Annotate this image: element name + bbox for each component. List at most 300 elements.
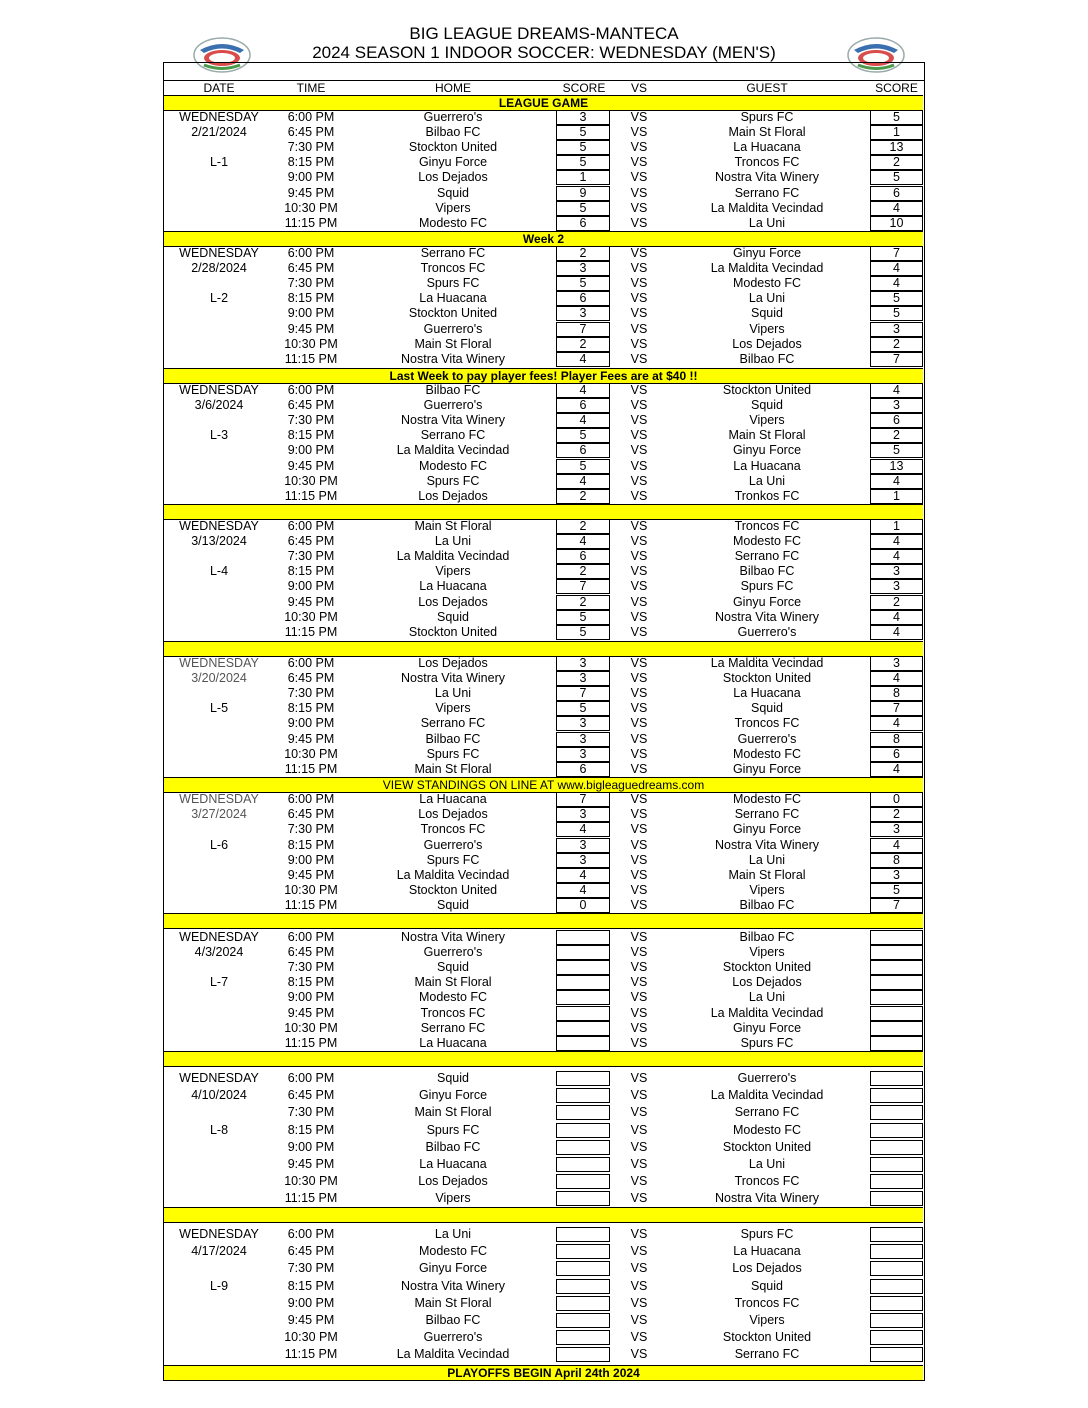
vs-label: VS (630, 609, 648, 624)
week-band: LEAGUE GAME (164, 95, 923, 111)
home-score: 5 (556, 125, 610, 140)
guest-team: La Uni (748, 291, 786, 306)
home-score: 5 (556, 610, 610, 625)
guest-team: Modesto FC (732, 746, 802, 761)
guest-score: 5 (870, 291, 923, 306)
home-team: Bilbao FC (425, 383, 481, 397)
game-time: 6:00 PM (287, 656, 335, 670)
game-time: 9:45 PM (287, 185, 335, 200)
guest-team: Spurs FC (740, 579, 794, 594)
home-score: 6 (556, 549, 610, 564)
vs-label: VS (630, 1313, 648, 1327)
playoffs-banner: PLAYOFFS BEGIN April 24th 2024 (164, 1365, 923, 1381)
guest-score: 3 (870, 322, 923, 337)
home-team: Squid (437, 609, 469, 624)
game-row (164, 413, 923, 428)
home-score: 2 (556, 595, 610, 610)
game-row (164, 1140, 923, 1155)
home-team: Modesto FC (418, 1244, 488, 1259)
game-time: 9:45 PM (287, 1005, 335, 1020)
guest-team: Ginyu Force (732, 822, 802, 837)
home-score: 4 (556, 383, 610, 398)
game-row (164, 1105, 923, 1120)
game-row (164, 1123, 923, 1138)
guest-score (870, 1006, 923, 1021)
guest-score: 4 (870, 762, 923, 777)
guest-score: 7 (870, 352, 923, 367)
vs-label: VS (630, 624, 648, 639)
vs-label: VS (630, 170, 648, 185)
vs-label: VS (630, 1330, 648, 1345)
game-row (164, 519, 923, 534)
vs-label: VS (630, 215, 648, 230)
game-time: 7:30 PM (287, 549, 335, 564)
guest-score (870, 1330, 923, 1345)
home-team: Guerrero's (423, 110, 483, 124)
home-score: 7 (556, 322, 610, 337)
vs-label: VS (630, 822, 648, 837)
guest-score: 5 (870, 306, 923, 321)
home-score (556, 1021, 610, 1036)
game-date-cell: 4/3/2024 (194, 945, 244, 960)
game-row (164, 534, 923, 549)
guest-score: 2 (870, 807, 923, 822)
home-score: 6 (556, 443, 610, 458)
home-team: Spurs FC (426, 276, 480, 291)
game-time: 8:15 PM (287, 291, 335, 306)
game-time: 6:00 PM (287, 1227, 335, 1241)
game-row (164, 1227, 923, 1242)
game-date-cell: WEDNESDAY (179, 519, 259, 533)
guest-score: 5 (870, 443, 923, 458)
game-date-cell: 4/17/2024 (191, 1244, 247, 1259)
home-score: 1 (556, 170, 610, 185)
home-score: 4 (556, 474, 610, 489)
game-time: 8:15 PM (287, 1278, 335, 1293)
guest-score: 2 (870, 337, 923, 352)
guest-team: Modesto FC (732, 276, 802, 291)
guest-team: Main St Floral (728, 868, 806, 882)
home-team: Bilbao FC (425, 125, 481, 140)
game-date-cell: WEDNESDAY (179, 656, 259, 670)
game-date-cell: L-1 (209, 155, 229, 170)
home-score (556, 1244, 610, 1259)
vs-label: VS (630, 837, 648, 852)
guest-team: Squid (751, 306, 783, 321)
guest-team: Serrano FC (734, 185, 800, 200)
game-time: 6:00 PM (287, 1071, 335, 1085)
game-time: 8:15 PM (287, 975, 335, 990)
home-score: 5 (556, 201, 610, 216)
guest-score: 10 (870, 216, 923, 231)
vs-label: VS (630, 125, 648, 140)
vs-label: VS (630, 594, 648, 609)
guest-team: Vipers (749, 883, 785, 898)
week-band (164, 504, 923, 520)
guest-team: Squid (751, 1278, 783, 1293)
blank-header-row (163, 63, 925, 81)
home-team: Spurs FC (426, 746, 480, 761)
game-row (164, 732, 923, 747)
guest-score (870, 1347, 923, 1362)
game-time: 9:00 PM (287, 306, 335, 321)
vs-label: VS (630, 398, 648, 413)
game-time: 8:15 PM (287, 701, 335, 716)
home-team: Serrano FC (420, 246, 486, 260)
game-row (164, 125, 923, 140)
guest-team: Serrano FC (734, 549, 800, 564)
game-row (164, 686, 923, 701)
vs-label: VS (630, 1122, 648, 1137)
vs-label: VS (630, 519, 648, 533)
home-team: Troncos FC (420, 822, 486, 837)
game-row (164, 595, 923, 610)
game-row (164, 930, 923, 945)
guest-team: Modesto FC (732, 1122, 802, 1137)
vs-label: VS (630, 564, 648, 579)
game-row (164, 110, 923, 125)
home-score: 2 (556, 246, 610, 261)
home-team: La Maldita Vecindad (396, 868, 510, 882)
game-row (164, 747, 923, 762)
home-score: 3 (556, 671, 610, 686)
guest-score: 8 (870, 853, 923, 868)
game-time: 10:30 PM (284, 1020, 338, 1035)
game-date-cell: L-2 (209, 291, 229, 306)
game-time: 6:45 PM (287, 261, 335, 276)
game-row (164, 1191, 923, 1206)
home-team: Modesto FC (418, 990, 488, 1005)
game-row (164, 489, 923, 504)
vs-label: VS (630, 443, 648, 458)
guest-score: 8 (870, 686, 923, 701)
guest-team: Guerrero's (737, 1071, 797, 1085)
vs-label: VS (630, 276, 648, 291)
home-score: 5 (556, 459, 610, 474)
game-row (164, 883, 923, 898)
guest-score (870, 1071, 923, 1086)
home-score: 4 (556, 352, 610, 367)
game-row (164, 398, 923, 413)
game-time: 11:15 PM (284, 898, 338, 913)
game-row (164, 261, 923, 276)
guest-team: Nostra Vita Winery (715, 837, 819, 852)
home-score: 4 (556, 868, 610, 883)
vs-label: VS (630, 413, 648, 428)
guest-team: La Huacana (733, 686, 801, 701)
guest-score (870, 1174, 923, 1189)
game-date-cell: WEDNESDAY (179, 110, 259, 124)
home-team: Stockton United (408, 306, 498, 321)
guest-score (870, 1313, 923, 1328)
game-row (164, 1006, 923, 1021)
guest-team: Nostra Vita Winery (715, 1191, 819, 1206)
game-date-cell: 2/21/2024 (191, 125, 247, 140)
guest-score: 1 (870, 519, 923, 534)
guest-score (870, 1296, 923, 1311)
game-row (164, 170, 923, 185)
guest-team: Los Dejados (732, 1261, 802, 1276)
guest-score: 4 (870, 474, 923, 489)
home-score (556, 990, 610, 1005)
home-score: 4 (556, 413, 610, 428)
guest-team: Stockton United (722, 1330, 812, 1345)
game-row (164, 1021, 923, 1036)
home-team: La Uni (434, 1227, 472, 1241)
guest-team: Serrano FC (734, 1347, 800, 1362)
guest-team: Ginyu Force (732, 761, 802, 776)
game-time: 9:45 PM (287, 594, 335, 609)
guest-score (870, 1261, 923, 1276)
guest-score: 3 (870, 398, 923, 413)
vs-label: VS (630, 549, 648, 564)
home-score (556, 1347, 610, 1362)
col-header-date: DATE (203, 81, 235, 95)
game-date-cell: L-7 (209, 975, 229, 990)
guest-score: 4 (870, 625, 923, 640)
guest-score: 4 (870, 261, 923, 276)
week-band (164, 1207, 923, 1223)
home-team: Los Dejados (418, 1174, 488, 1189)
home-score: 2 (556, 564, 610, 579)
guest-team: Serrano FC (734, 807, 800, 822)
game-time: 6:45 PM (287, 671, 335, 686)
guest-team: La Maldita Vecindad (710, 1005, 824, 1020)
vs-label: VS (630, 656, 648, 670)
game-time: 9:00 PM (287, 170, 335, 185)
game-row (164, 838, 923, 853)
game-row (164, 1088, 923, 1103)
vs-label: VS (630, 1191, 648, 1206)
home-team: Main St Floral (414, 975, 492, 990)
guest-team: Vipers (749, 321, 785, 336)
guest-score: 7 (870, 701, 923, 716)
game-time: 6:45 PM (287, 1088, 335, 1103)
guest-score: 3 (870, 868, 923, 883)
game-time: 9:00 PM (287, 852, 335, 867)
game-time: 6:45 PM (287, 398, 335, 413)
guest-score (870, 1105, 923, 1120)
game-time: 11:15 PM (284, 1347, 338, 1362)
vs-label: VS (630, 1278, 648, 1293)
guest-score: 3 (870, 656, 923, 671)
guest-score: 4 (870, 534, 923, 549)
game-time: 7:30 PM (287, 1261, 335, 1276)
guest-score (870, 1021, 923, 1036)
guest-team: Squid (751, 701, 783, 716)
home-team: Squid (437, 185, 469, 200)
home-score (556, 1191, 610, 1206)
guest-team: La Uni (748, 1157, 786, 1171)
game-time: 8:15 PM (287, 428, 335, 443)
game-date-cell: 2/28/2024 (191, 261, 247, 276)
home-score: 3 (556, 732, 610, 747)
guest-team: La Maldita Vecindad (710, 261, 824, 276)
vs-label: VS (630, 1139, 648, 1154)
home-team: Vipers (435, 564, 471, 579)
game-time: 9:00 PM (287, 443, 335, 458)
game-time: 7:30 PM (287, 960, 335, 975)
game-time: 6:45 PM (287, 1244, 335, 1259)
game-time: 6:00 PM (287, 246, 335, 260)
guest-score: 4 (870, 716, 923, 731)
home-score: 4 (556, 534, 610, 549)
game-date-cell: WEDNESDAY (179, 1227, 259, 1241)
guest-team: Guerrero's (737, 731, 797, 746)
home-score: 2 (556, 337, 610, 352)
guest-score (870, 930, 923, 945)
home-team: Ginyu Force (418, 155, 488, 170)
game-date-cell: 3/27/2024 (191, 807, 247, 822)
game-row (164, 625, 923, 640)
vs-label: VS (630, 1005, 648, 1020)
home-team: Nostra Vita Winery (401, 1278, 505, 1293)
guest-score (870, 945, 923, 960)
guest-score: 0 (870, 792, 923, 807)
vs-label: VS (630, 945, 648, 960)
guest-score: 5 (870, 170, 923, 185)
guest-score: 5 (870, 110, 923, 125)
game-date-cell: 3/6/2024 (194, 398, 244, 413)
vs-label: VS (630, 975, 648, 990)
home-score (556, 1006, 610, 1021)
game-time: 9:00 PM (287, 990, 335, 1005)
guest-team: Vipers (749, 413, 785, 428)
home-score: 6 (556, 398, 610, 413)
home-score (556, 1071, 610, 1086)
guest-team: Bilbao FC (739, 351, 795, 366)
home-score: 5 (556, 276, 610, 291)
vs-label: VS (630, 701, 648, 716)
vs-label: VS (630, 960, 648, 975)
guest-team: Tronkos FC (734, 488, 800, 503)
vs-label: VS (630, 140, 648, 155)
game-date-cell: WEDNESDAY (179, 1071, 259, 1085)
game-date-cell: L-5 (209, 701, 229, 716)
vs-label: VS (630, 807, 648, 822)
guest-score (870, 1227, 923, 1242)
week-band (164, 913, 923, 929)
game-time: 11:15 PM (284, 761, 338, 776)
game-row (164, 1279, 923, 1294)
home-team: La Huacana (419, 1035, 487, 1050)
guest-team: La Uni (748, 215, 786, 230)
guest-team: Bilbao FC (739, 564, 795, 579)
week-band: Week 2 (164, 231, 923, 247)
guest-score: 6 (870, 413, 923, 428)
guest-score (870, 975, 923, 990)
home-team: Vipers (435, 1191, 471, 1206)
home-team: Ginyu Force (418, 1261, 488, 1276)
game-row (164, 443, 923, 458)
home-team: Los Dejados (418, 656, 488, 670)
home-team: Squid (437, 1071, 469, 1085)
guest-score: 1 (870, 125, 923, 140)
home-team: Guerrero's (423, 945, 483, 960)
guest-team: Spurs FC (740, 1035, 794, 1050)
game-time: 6:45 PM (287, 125, 335, 140)
home-score: 5 (556, 701, 610, 716)
week-band: Last Week to pay player fees! Player Fees are at $40 !! (164, 368, 923, 384)
game-row (164, 792, 923, 807)
vs-label: VS (630, 110, 648, 124)
guest-team: Bilbao FC (739, 930, 795, 944)
home-team: Guerrero's (423, 837, 483, 852)
game-time: 9:45 PM (287, 321, 335, 336)
game-time: 11:15 PM (284, 1035, 338, 1050)
col-header-vs: VS (630, 81, 647, 95)
game-time: 10:30 PM (284, 200, 338, 215)
home-team: La Huacana (419, 291, 487, 306)
vs-label: VS (630, 898, 648, 913)
game-row (164, 564, 923, 579)
game-row (164, 1313, 923, 1328)
guest-team: La Maldita Vecindad (710, 656, 824, 670)
guest-team: Bilbao FC (739, 898, 795, 913)
guest-team: Vipers (749, 1313, 785, 1327)
home-team: Stockton United (408, 624, 498, 639)
vs-label: VS (630, 1035, 648, 1050)
guest-score (870, 960, 923, 975)
home-team: Main St Floral (414, 1105, 492, 1120)
home-team: Serrano FC (420, 428, 486, 443)
home-team: Modesto FC (418, 458, 488, 473)
vs-label: VS (630, 1088, 648, 1103)
col-header-home-score: SCORE (562, 81, 606, 95)
home-team: Bilbao FC (425, 1139, 481, 1154)
game-row (164, 201, 923, 216)
game-row (164, 716, 923, 731)
game-row (164, 1157, 923, 1172)
guest-team: Ginyu Force (732, 246, 802, 260)
guest-team: Los Dejados (732, 336, 802, 351)
guest-score: 13 (870, 140, 923, 155)
home-team: Main St Floral (414, 519, 492, 533)
vs-label: VS (630, 185, 648, 200)
game-time: 8:15 PM (287, 837, 335, 852)
vs-label: VS (630, 1347, 648, 1362)
home-score: 6 (556, 216, 610, 231)
vs-label: VS (630, 200, 648, 215)
guest-score: 6 (870, 747, 923, 762)
guest-score: 7 (870, 246, 923, 261)
guest-team: Nostra Vita Winery (715, 170, 819, 185)
vs-label: VS (630, 761, 648, 776)
guest-score: 4 (870, 383, 923, 398)
game-row (164, 428, 923, 443)
game-time: 9:00 PM (287, 1139, 335, 1154)
guest-score (870, 1157, 923, 1172)
page-title: BIG LEAGUE DREAMS-MANTECA (409, 24, 679, 43)
home-score (556, 975, 610, 990)
guest-team: Nostra Vita Winery (715, 609, 819, 624)
vs-label: VS (630, 1261, 648, 1276)
guest-score: 2 (870, 595, 923, 610)
game-row (164, 1296, 923, 1311)
guest-team: Troncos FC (734, 155, 800, 170)
guest-score (870, 1123, 923, 1138)
game-row (164, 1330, 923, 1345)
col-header-time: TIME (296, 81, 326, 95)
game-row (164, 155, 923, 170)
game-row (164, 337, 923, 352)
vs-label: VS (630, 351, 648, 366)
home-score: 6 (556, 762, 610, 777)
col-header-guest: GUEST (746, 81, 788, 95)
home-team: Bilbao FC (425, 731, 481, 746)
home-score: 7 (556, 579, 610, 594)
game-date-cell: 3/13/2024 (191, 534, 247, 549)
